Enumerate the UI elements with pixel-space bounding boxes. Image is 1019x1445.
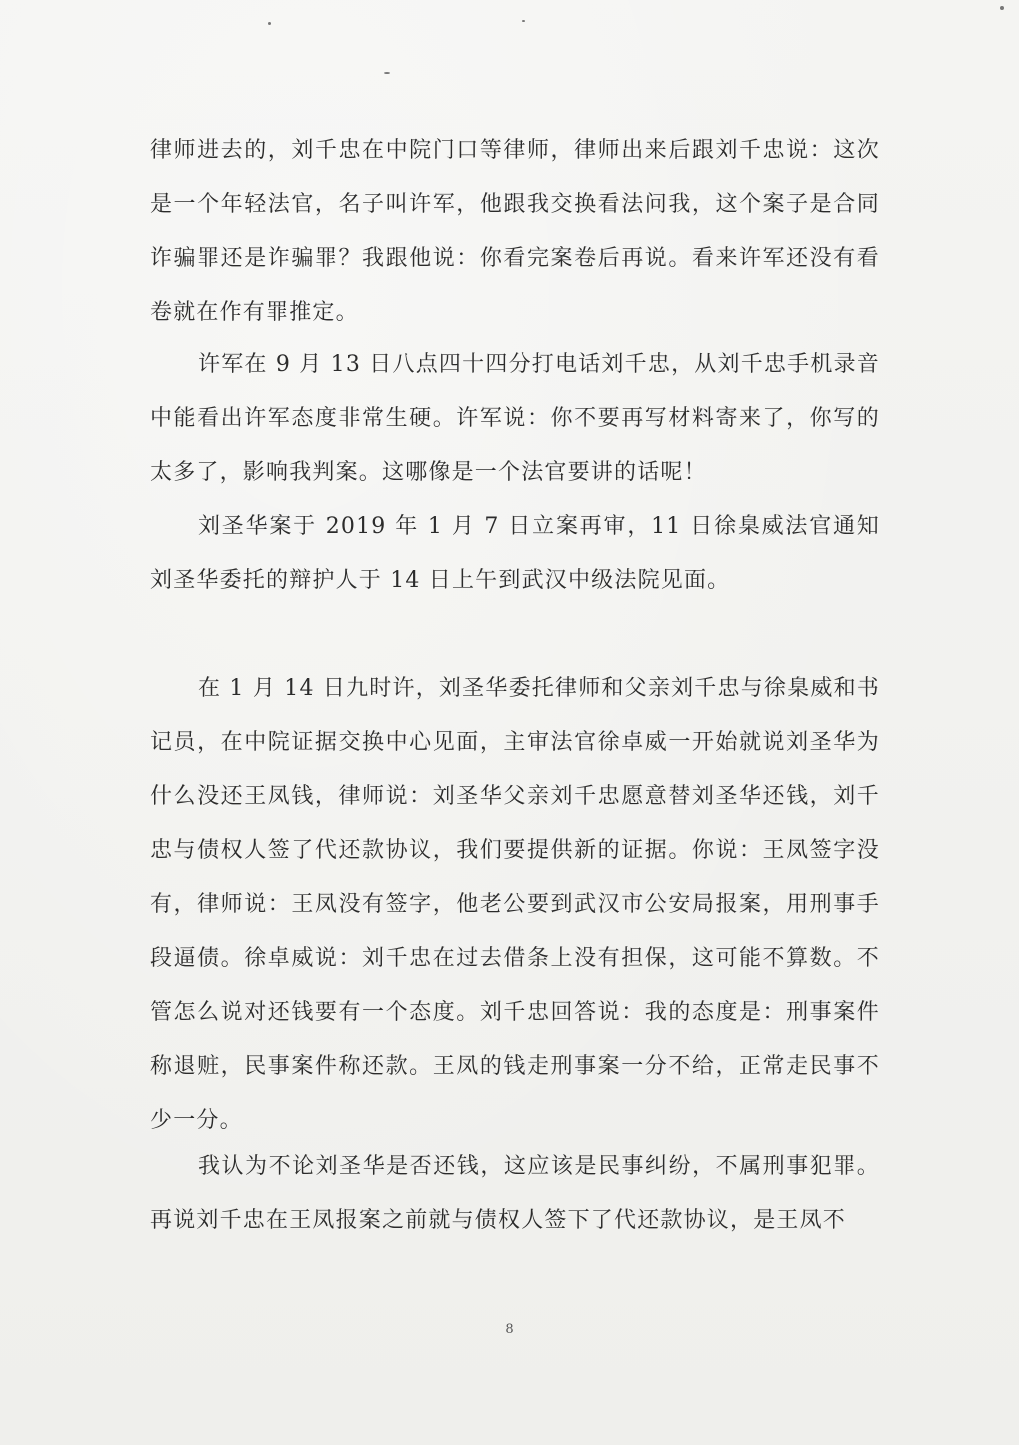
paragraph-5: 我认为不论刘圣华是否还钱，这应该是民事纠纷，不属刑事犯罪。再说刘千忠在王凤报案之前就与债权人签下了代还款协议，是王凤不 — [150, 1154, 880, 1233]
scan-speck — [1000, 6, 1004, 10]
paragraph-3: 刘圣华案于 2019 年 1 月 7 日立案再审，11 日徐臬威法官通知刘圣华委托的辩护人于 14 日上午到武汉中级法院见面。 — [150, 514, 880, 593]
paragraph-2: 许军在 9 月 13 日八点四十四分打电话刘千忠，从刘千忠手机录音中能看出许军态度非常生硬。许军说：你不要再写材料寄来了，你写的太多了，影响我判案。这哪像是一个法官要讲的话呢！ — [150, 352, 880, 485]
scan-speck — [268, 22, 271, 25]
scan-speck — [522, 20, 525, 22]
paragraph-4: 在 1 月 14 日九时许，刘圣华委托律师和父亲刘千忠与徐臬威和书记员，在中院证据交换中心见面，主审法官徐卓威一开始就说刘圣华为什么没还王凤钱，律师说：刘圣华父亲刘千忠愿意替刘圣华还钱，刘千忠与债权人签了代还款协议，我们要提供新的证据。你说：王凤签字没有，律师说：王凤没有签字，他老公要到武汉市公安局报案，用刑事手段逼债。徐卓威说：刘千忠在过去借条上没有担保，这可能不算数。不管怎么说对还钱要有一个态度。刘千忠回答说：我的态度是：刑事案件称退赃，民事案件称还款。王凤的钱走刑事案一分不给，正常走民事不少一分。 — [150, 676, 880, 1133]
page-number: 8 — [505, 1322, 514, 1337]
scan-speck — [384, 72, 390, 74]
paragraph-1: 律师进去的，刘千忠在中院门口等律师，律师出来后跟刘千忠说：这次是一个年轻法官，名子叫许军，他跟我交换看法问我，这个案子是合同诈骗罪还是诈骗罪？我跟他说：你看完案卷后再说。看来许军还没有看卷就在作有罪推定。 — [150, 138, 880, 325]
